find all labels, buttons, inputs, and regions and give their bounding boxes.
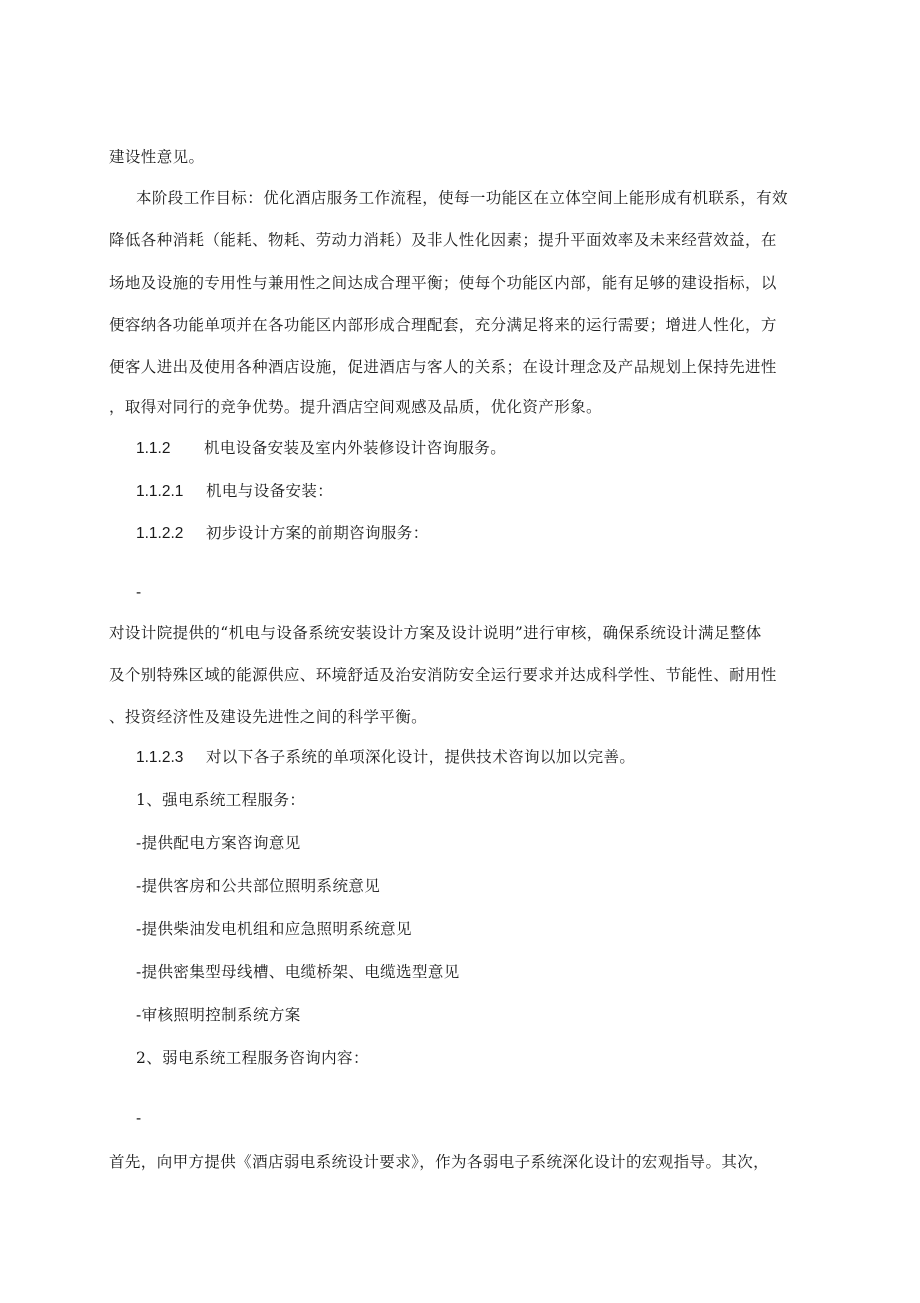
section-number: 1.1.2.3: [136, 749, 184, 766]
list-item: -提供客房和公共部位照明系统意见: [136, 877, 381, 895]
list-item: -提供配电方案咨询意见: [136, 834, 301, 852]
paragraph-line: 对设计院提供的“机电与设备系统安装设计方案及设计说明”进行审核，确保系统设计满足整体: [109, 624, 762, 642]
dash-marker: -: [136, 584, 142, 601]
section-heading-1-1-2-1: [136, 480, 333, 503]
paragraph-line: 降低各种消耗（能耗、物耗、劳动力消耗）及非人性化因素；提升平面效率及未来经营效益，在: [109, 231, 777, 249]
section-number: 1.1.2.1: [136, 483, 184, 500]
list-heading: 1、强电系统工程服务：: [136, 791, 306, 809]
section-number: 1.1.2.2: [136, 525, 184, 542]
list-item: -提供柴油发电机组和应急照明系统意见: [136, 920, 412, 938]
paragraph-line: 、投资经济性及建设先进性之间的科学平衡。: [109, 708, 428, 726]
section-title: 机电设备安装及室内外装修设计咨询服务。: [204, 439, 507, 457]
dash-marker: -: [136, 1110, 142, 1127]
paragraph-line: 首先，向甲方提供《酒店弱电系统设计要求》，作为各弱电子系统深化设计的宏观指导。其次，: [109, 1153, 770, 1171]
section-title: 对以下各子系统的单项深化设计，提供技术咨询以加以完善。: [206, 748, 636, 766]
paragraph-line: 便客人进出及使用各种酒店设施，促进酒店与客人的关系；在设计理念及产品规划上保持先进性: [109, 358, 777, 376]
paragraph-line: 便容纳各功能单项并在各功能区内部形成合理配套，充分满足将来的运行需要；增进人性化，方: [109, 316, 777, 334]
list-item: -审核照明控制系统方案: [136, 1006, 301, 1024]
paragraph-line: 建设性意见。: [109, 148, 205, 166]
paragraph-line: 及个别特殊区域的能源供应、环境舒适及治安消防安全运行要求并达成科学性、节能性、耐用性: [109, 666, 777, 684]
section-heading-1-1-2: [136, 437, 506, 460]
paragraph-line: 场地及设施的专用性与兼用性之间达成合理平衡；使每个功能区内部，能有足够的建设指标，以: [109, 274, 777, 292]
paragraph-line: ，取得对同行的竞争优势。提升酒店空间观感及品质，优化资产形象。: [109, 398, 602, 416]
section-title: 机电与设备安装：: [206, 482, 334, 500]
section-number: 1.1.2: [136, 440, 171, 457]
list-item: -提供密集型母线槽、电缆桥架、电缆选型意见: [136, 963, 460, 981]
section-heading-1-1-2-2: [136, 522, 429, 545]
list-heading: 2、弱电系统工程服务咨询内容：: [136, 1049, 369, 1067]
section-heading-1-1-2-3: [136, 746, 635, 769]
paragraph-line: 本阶段工作目标：优化酒店服务工作流程，使每一功能区在立体空间上能形成有机联系，有效: [136, 189, 788, 207]
section-title: 初步设计方案的前期咨询服务：: [206, 524, 429, 542]
